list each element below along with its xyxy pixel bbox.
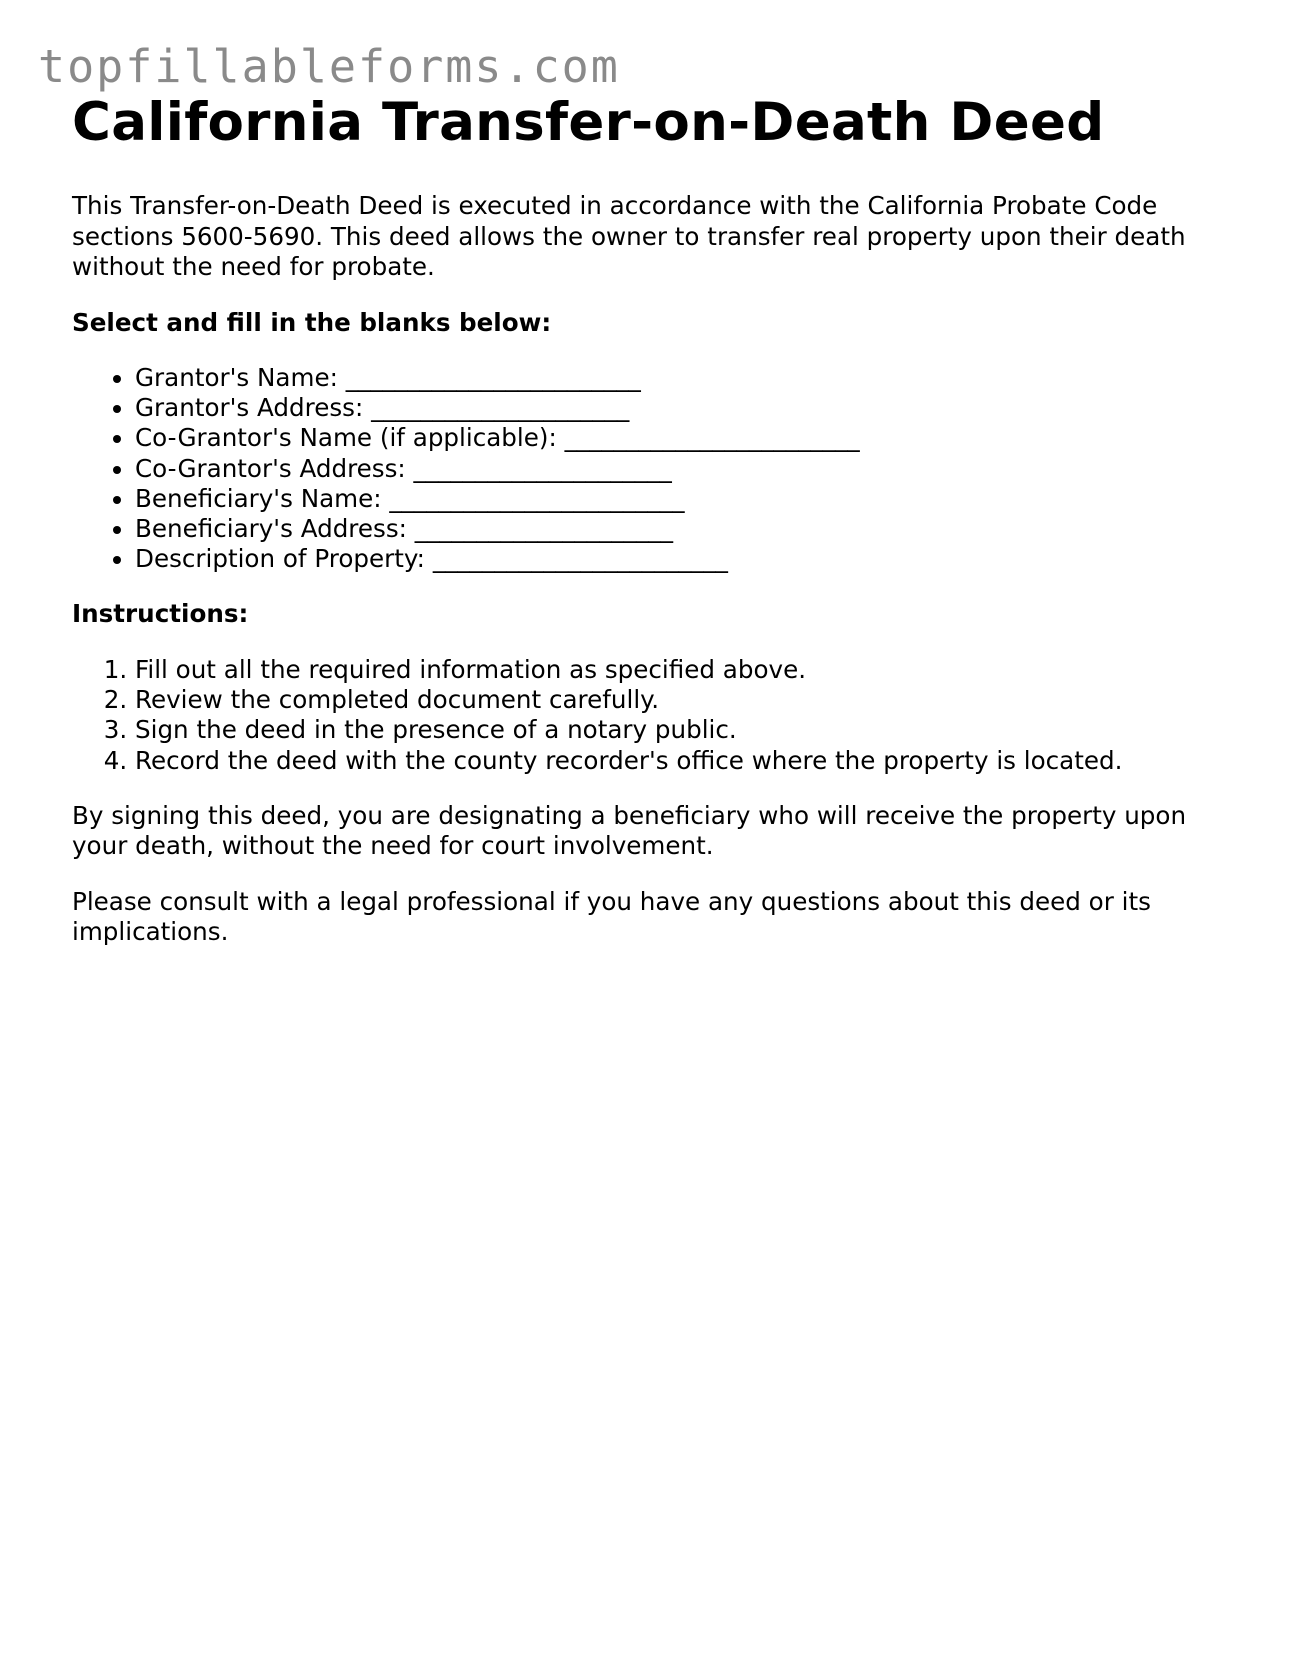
fill-blank[interactable]: ________________________ [389,483,685,513]
instructions-heading: Instructions: [72,599,249,629]
field-label: Co-Grantor's Name (if applicable): [135,423,557,453]
document-title: California Transfer-on-Death Deed [72,92,1105,153]
fill-blank[interactable]: ________________________ [432,544,728,574]
field-property-description [135,544,1232,574]
closing-paragraph: By signing this deed, you are designating a beneficiary who will receive the property upon your death, without the need for court involvement. [72,800,1187,861]
field-grantor-address [135,393,1232,423]
field-beneficiary-name [135,484,1232,514]
fill-blank[interactable]: _____________________ [413,453,672,483]
instruction-step: 3. Sign the deed in the presence of a notary public. [135,715,1232,745]
fill-blank[interactable]: ________________________ [345,363,641,392]
field-grantor-name [135,363,1232,393]
instruction-step: 1. Fill out all the required information as specified above. [135,655,1232,685]
watermark: topfillableforms.com [38,40,620,93]
field-beneficiary-address [135,514,1232,544]
field-label: Beneficiary's Name: [135,483,382,513]
field-co-grantor-name [135,423,1232,453]
instruction-step: 2. Review the completed document carefully. [135,685,1232,715]
fill-blank[interactable]: _____________________ [414,514,673,544]
consult-paragraph: Please consult with a legal professional if you have any questions about this deed or its implications. [72,886,1151,947]
field-label: Grantor's Address: [135,393,364,423]
field-label: Beneficiary's Address: [135,514,407,544]
fill-blank[interactable]: ________________________ [564,423,860,453]
intro-paragraph: This Transfer-on-Death Deed is executed in accordance with the California Probate Code sections 5600-5690. This deed allows the owner to transfer real property upon their death without the need for probate. [72,191,1186,281]
fill-blank[interactable]: _____________________ [371,393,630,423]
field-label: Grantor's Name: [135,363,338,392]
fields-heading: Select and fill in the blanks below: [72,307,552,337]
document [72,88,1232,948]
field-label: Co-Grantor's Address: [135,453,406,483]
field-co-grantor-address [135,454,1232,484]
instructions-list [72,655,1232,776]
instruction-step: 4. Record the deed with the county recorder's office where the property is located. [135,746,1232,776]
field-label: Description of Property: [135,544,425,574]
fields-list [72,363,1232,574]
